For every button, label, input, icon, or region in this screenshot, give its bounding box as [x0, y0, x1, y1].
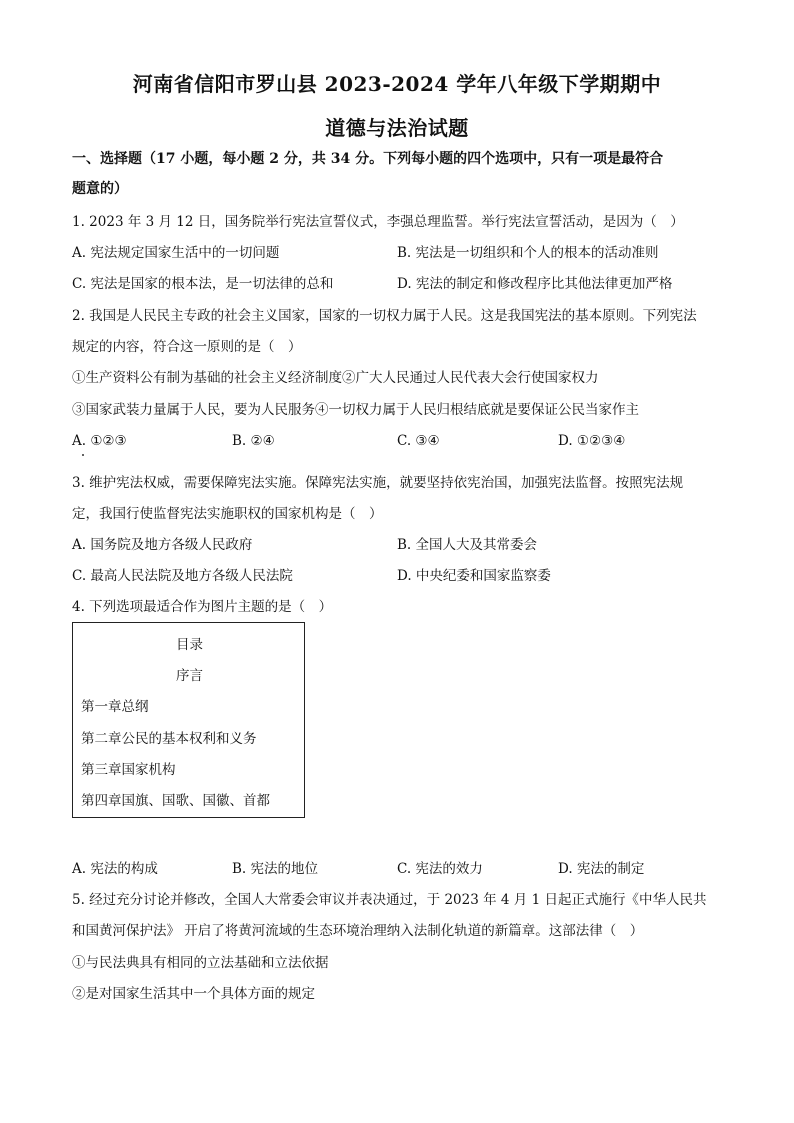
toc-item-chapter-4: 第四章国旗、国歌、国徽、首都 [81, 793, 270, 809]
toc-item-chapter-3: 第三章国家机构 [81, 762, 176, 778]
question-2-stem-line2: 规定的内容，符合这一原则的是（ ） [72, 339, 302, 355]
question-3-option-c: C. 最高人民法院及地方各级人民法院 [72, 568, 293, 584]
question-4-option-b: B. 宪法的地位 [232, 861, 319, 877]
toc-heading: 目录 [176, 637, 203, 653]
question-3-option-a: A. 国务院及地方各级人民政府 [72, 537, 253, 553]
question-1-stem: 1. 2023 年 3 月 12 日，国务院举行宪法宣誓仪式，李强总理监誓。举行宪法宣誓活动，是因为（ ） [72, 214, 684, 230]
question-4-option-c: C. 宪法的效力 [397, 861, 483, 877]
question-3-option-b: B. 全国人大及其常委会 [397, 537, 538, 553]
question-2-stem-line1: 2. 我国是人民民主专政的社会主义国家，国家的一切权力属于人民。这是我国宪法的基本原则。下列宪法 [72, 308, 697, 324]
question-2-statement-line1: ①生产资料公有制为基础的社会主义经济制度②广大人民通过人民代表大会行使国家权力 [72, 370, 599, 386]
question-3-option-d: D. 中央纪委和国家监察委 [397, 568, 551, 584]
question-4-stem: 4. 下列选项最适合作为图片主题的是（ ） [72, 599, 333, 615]
question-1-option-a: A. 宪法规定国家生活中的一切问题 [72, 245, 280, 261]
exam-title-line2: 道德与法治试题 [325, 116, 469, 140]
question-3-stem-line1: 3. 维护宪法权威，需要保障宪法实施。保障宪法实施，就要坚持依宪治国，加强宪法监督。按照宪法规 [72, 475, 684, 491]
question-5-stem-line1: 5. 经过充分讨论并修改，全国人大常委会审议并表决通过，于 2023 年 4 月 1 日起正式施行《中华人民共 [72, 892, 707, 908]
toc-item-preamble: 序言 [176, 668, 203, 684]
question-4-option-d: D. 宪法的制定 [558, 861, 645, 877]
question-1-option-b: B. 宪法是一切组织和个人的根本的活动准则 [397, 245, 659, 261]
exam-title-line1: 河南省信阳市罗山县 2023-2024 学年八年级下学期期中 [132, 72, 662, 96]
toc-item-chapter-2: 第二章公民的基本权利和义务 [81, 731, 257, 747]
question-3-stem-line2: 定，我国行使监督宪法实施职权的国家机构是（ ） [72, 506, 383, 522]
question-5-stem-line2: 和国黄河保护法》 开启了将黄河流域的生态环境治理纳入法制化轨道的新篇章。这部法律（ ） [72, 923, 644, 939]
question-1-option-c: C. 宪法是国家的根本法，是一切法律的总和 [72, 276, 334, 292]
question-1-option-d: D. 宪法的制定和修改程序比其他法律更加严格 [397, 276, 673, 292]
question-4-option-a: A. 宪法的构成 [72, 861, 158, 877]
question-5-statement-1: ①与民法典具有相同的立法基础和立法依据 [72, 955, 329, 971]
question-5-statement-2: ②是对国家生活其中一个具体方面的规定 [72, 986, 315, 1002]
section-heading-line2: 题意的） [72, 181, 128, 197]
question-2-option-d: D. ①②③④ [558, 433, 626, 449]
section-heading-line1: 一、选择题（17 小题，每小题 2 分，共 34 分。下列每小题的四个选项中，只有一项是最符合 [72, 151, 664, 167]
question-2-statement-line2: ③国家武装力量属于人民，要为人民服务④一切权力属于人民归根结底就是要保证公民当家作主 [72, 402, 639, 418]
question-2-option-b: B. ②④ [232, 433, 275, 449]
stray-dot-mark [82, 454, 84, 456]
toc-item-chapter-1: 第一章总纲 [81, 699, 149, 715]
question-2-option-a: A. ①②③ [72, 433, 127, 449]
question-2-option-c: C. ③④ [397, 433, 440, 449]
table-of-contents-figure [72, 622, 305, 818]
